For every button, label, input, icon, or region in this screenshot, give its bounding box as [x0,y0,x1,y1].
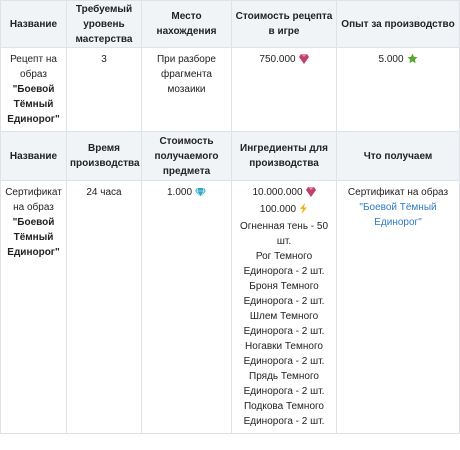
production-exp-cell [337,48,460,132]
ingredient-currency-2-value: 100.000 [259,204,297,215]
col-header-ingredients: Ингредиенты для производства [232,132,337,181]
recipe-name-prefix: Рецепт на образ [10,54,57,80]
lightning-icon [299,203,308,219]
col-header-recipe-cost: Стоимость рецепта в игре [232,1,337,48]
production-exp-value: 5.000 [378,54,404,65]
table-row [1,181,460,434]
ingredient-item: Прядь Темного Единорога - 2 шт. [243,371,325,397]
ingredient-item: Шлем Темного Единорога - 2 шт. [243,311,325,337]
col-header-item-value: Стоимость получаемого предмета [142,132,232,181]
location-value: При разборе фрагмента мозаики [142,48,232,132]
result-prefix: Сертификат на образ [347,187,449,198]
ingredient-currency-2 [235,202,333,219]
col-header-location: Место нахождения [142,1,232,48]
recipe-item-name: "Боевой Тёмный Единорог" [7,84,60,125]
certificate-item-name: "Боевой Тёмный Единорог" [7,217,60,258]
col-header-name: Название [1,132,67,181]
header-row [1,132,460,181]
col-header-result: Что получаем [337,132,460,181]
recipe-cost-cell [232,48,337,132]
recipe-name-cell [1,48,67,132]
col-header-production-exp: Опыт за производство [337,1,460,48]
star-icon [407,53,418,69]
ruby-gem-icon [299,53,309,69]
item-value: 1.000 [166,187,193,198]
ingredient-item: Подкова Темного Единорога - 2 шт. [243,401,325,427]
certificate-name-prefix: Сертификат на образ [5,187,62,213]
recipe-cost-value: 750.000 [259,54,296,65]
col-header-production-time: Время производства [67,132,142,181]
production-time-value: 24 часа [67,181,142,434]
result-item-link[interactable]: "Боевой Тёмный Единорог" [359,202,437,228]
ingredient-currency-1-value: 10.000.000 [252,187,303,198]
ingredients-cell [232,181,337,434]
header-row [1,1,460,48]
result-cell [337,181,460,434]
ruby-gem-icon [306,186,316,202]
col-header-name: Название [1,1,67,48]
table-row [1,48,460,132]
certificate-name-cell [1,181,67,434]
ingredient-currency-1 [235,185,333,202]
ingredient-item: Огненная тень - 50 шт. [239,221,329,247]
ingredient-item: Рог Темного Единорога - 2 шт. [243,251,325,277]
item-value-cell [142,181,232,434]
ingredient-item: Броня Темного Единорога - 2 шт. [243,281,325,307]
diamond-icon [195,187,206,202]
col-header-mastery-level: Требуемый уровень мастерства [67,1,142,48]
mastery-level-value: 3 [67,48,142,132]
ingredient-item: Ногавки Темного Единорога - 2 шт. [243,341,325,367]
